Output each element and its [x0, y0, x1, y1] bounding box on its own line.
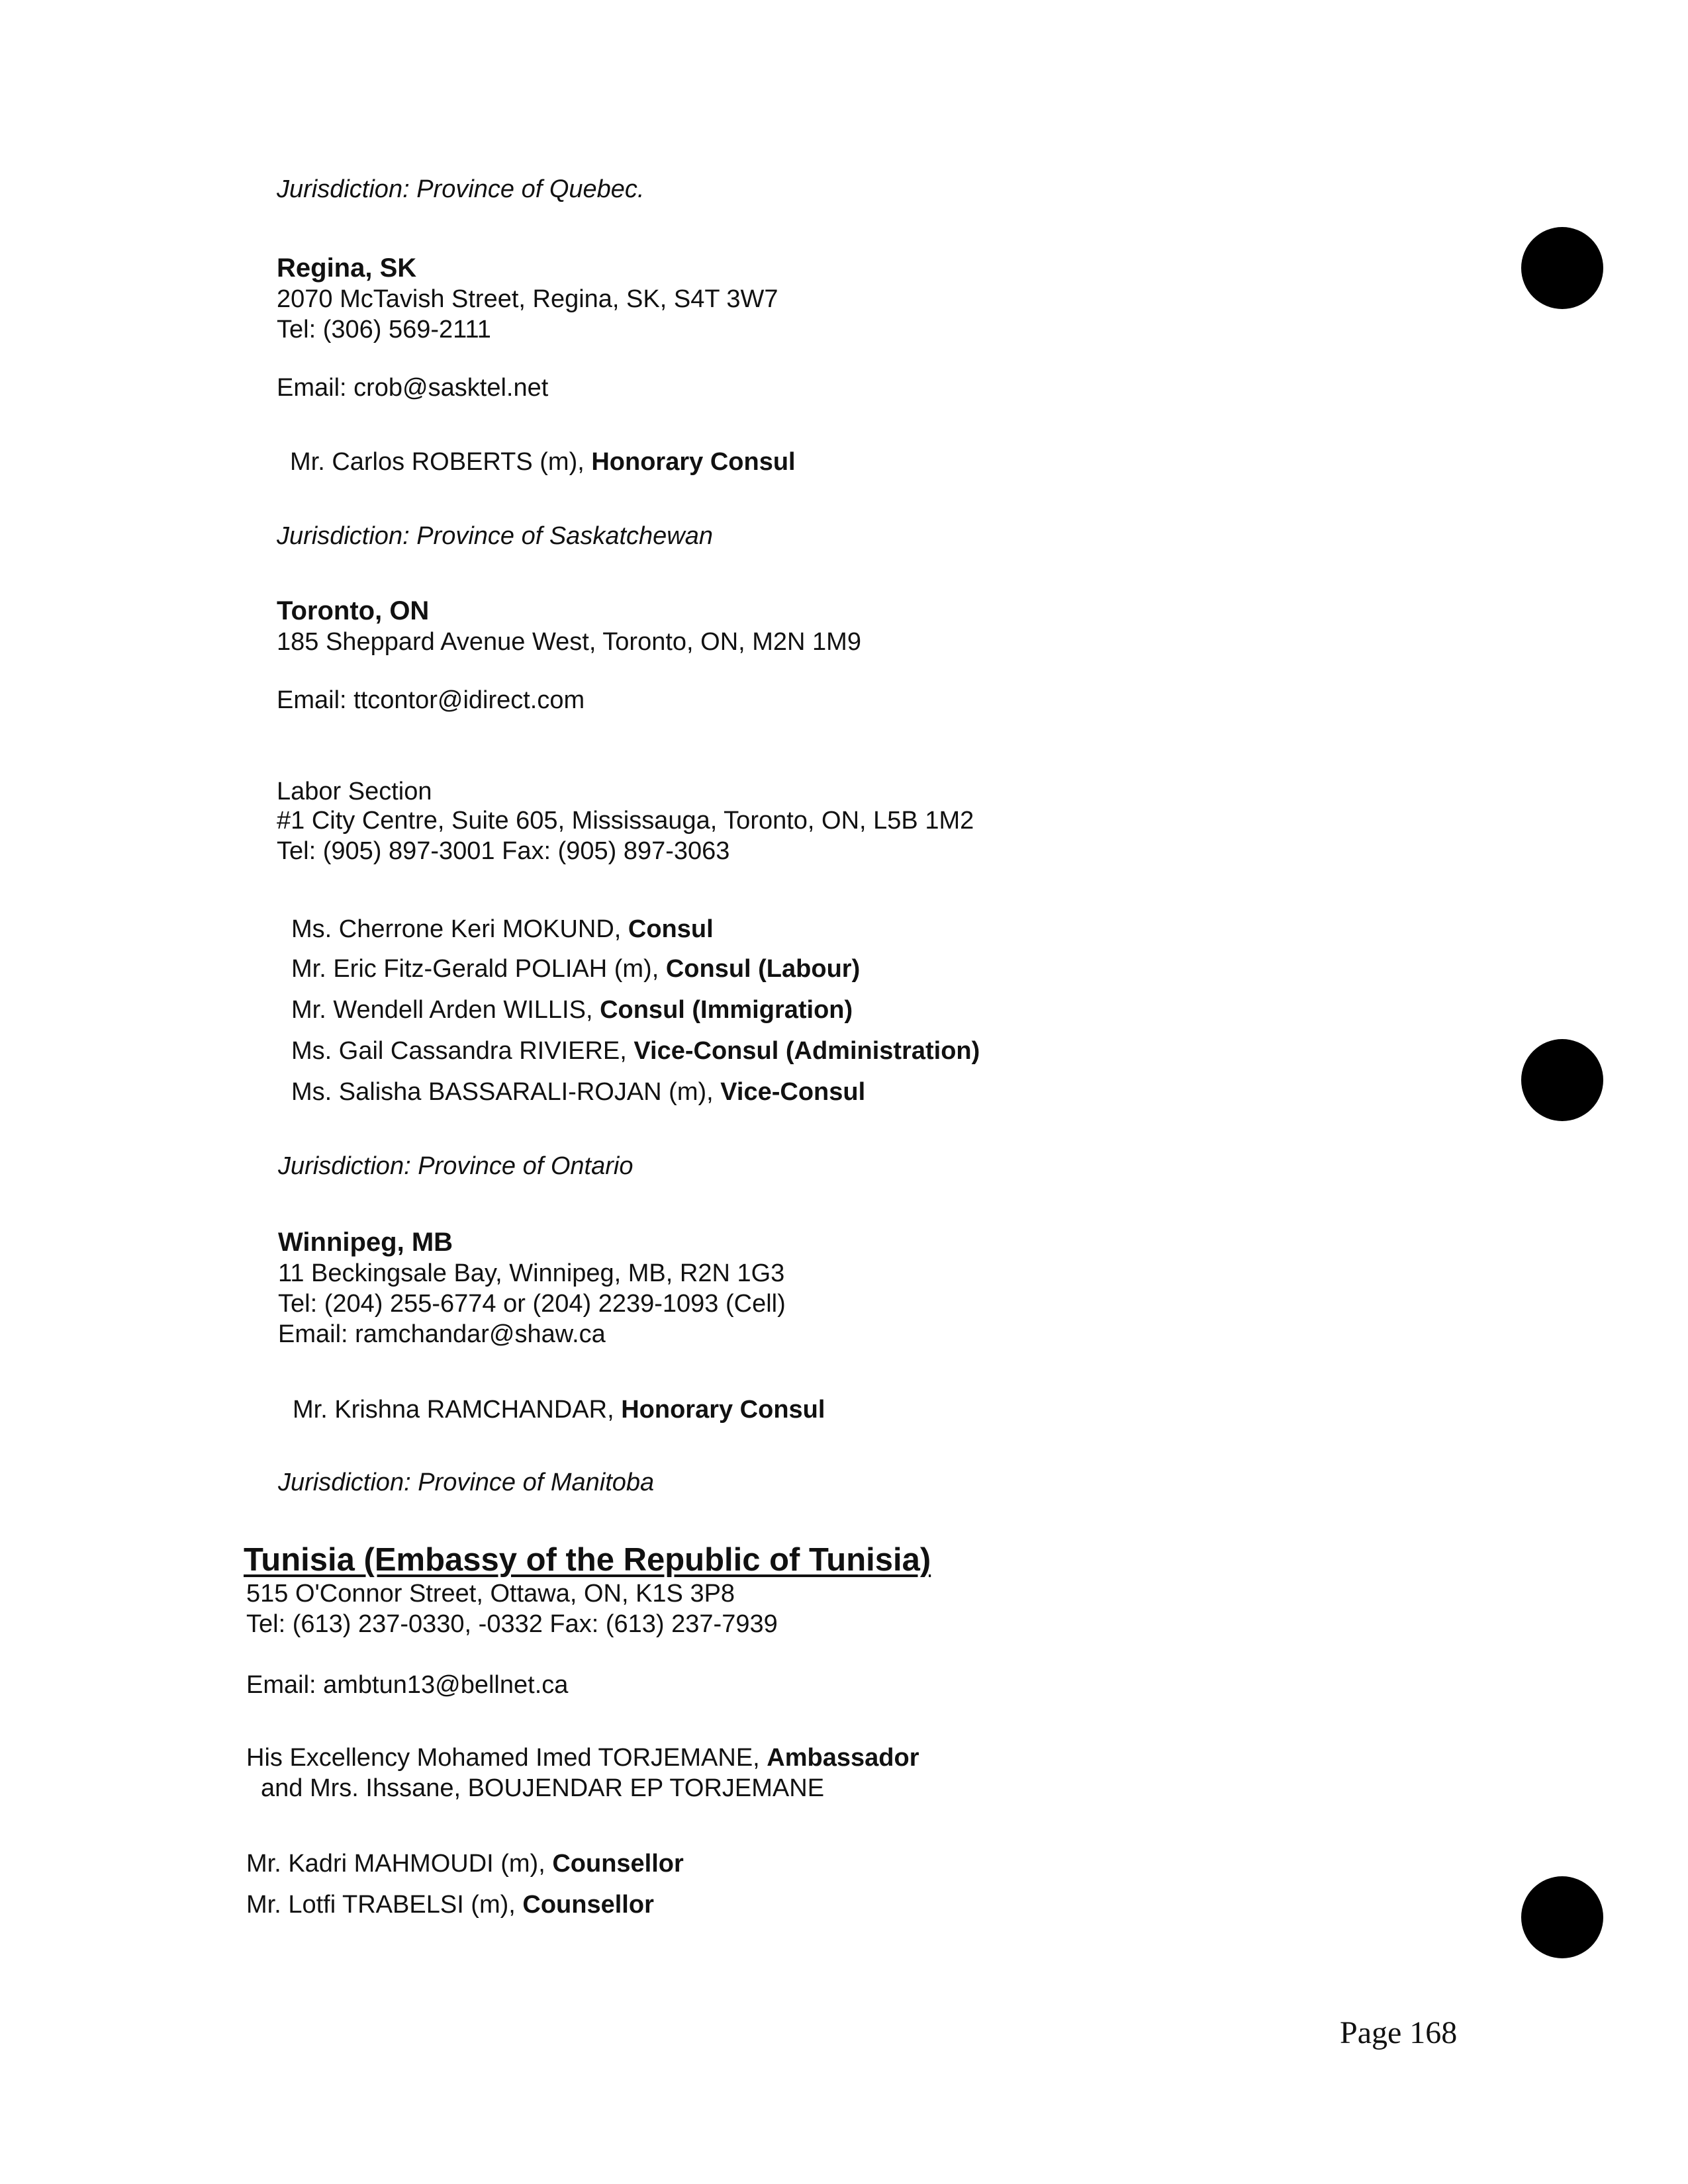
quebec-jurisdiction: Jurisdiction: Province of Quebec.: [277, 175, 645, 203]
winnipeg-email: Email: ramchandar@shaw.ca: [278, 1320, 606, 1348]
toronto-staff-line: [291, 994, 853, 1026]
staff-title: Vice-Consul (Administration): [633, 1037, 980, 1065]
regina-email: Email: crob@sasktel.net: [277, 374, 549, 402]
staff-title: Counsellor: [552, 1850, 684, 1878]
winnipeg-staff-line: [293, 1394, 825, 1426]
regina-heading: Regina, SK: [277, 253, 417, 283]
staff-name: Mr. Wendell Arden WILLIS,: [291, 996, 600, 1024]
toronto-staff-line: [291, 1035, 980, 1067]
staff-title: Counsellor: [522, 1891, 654, 1919]
ambassador-title: Ambassador: [767, 1744, 919, 1772]
staff-name: Ms. Salisha BASSARALI-ROJAN (m),: [291, 1078, 721, 1106]
staff-name: Mr. Lotfi TRABELSI (m),: [246, 1891, 523, 1919]
tunisia-spouse: and Mrs. Ihssane, BOUJENDAR EP TORJEMANE: [261, 1774, 825, 1802]
winnipeg-tel: Tel: (204) 255-6774 or (204) 2239-1093 (Cell): [278, 1290, 786, 1318]
toronto-staff-line: [291, 1076, 865, 1108]
tunisia-title: Tunisia (Embassy of the Republic of Tunisia): [244, 1542, 931, 1578]
tunisia-email: Email: ambtun13@bellnet.ca: [246, 1671, 569, 1699]
staff-name: Ms. Cherrone Keri MOKUND,: [291, 915, 628, 943]
tunisia-ambassador-line: [246, 1742, 919, 1774]
staff-name: Ms. Gail Cassandra RIVIERE,: [291, 1037, 634, 1065]
tunisia-staff-line: [246, 1848, 684, 1880]
staff-name: Mr. Carlos ROBERTS (m),: [290, 448, 592, 476]
staff-title: Honorary Consul: [621, 1396, 825, 1424]
staff-name: Mr. Krishna RAMCHANDAR,: [293, 1396, 622, 1424]
toronto-email: Email: ttcontor@idirect.com: [277, 686, 585, 714]
toronto-labor-address: #1 City Centre, Suite 605, Mississauga, Toronto, ON, L5B 1M2: [277, 807, 974, 835]
toronto-labor-tel: Tel: (905) 897-3001 Fax: (905) 897-3063: [277, 837, 730, 865]
punch-hole-middle: [1521, 1039, 1603, 1121]
winnipeg-jurisdiction: Jurisdiction: Province of Manitoba: [278, 1469, 655, 1496]
toronto-jurisdiction: Jurisdiction: Province of Ontario: [278, 1152, 633, 1180]
staff-name: Mr. Kadri MAHMOUDI (m),: [246, 1850, 553, 1878]
ambassador-name: His Excellency Mohamed Imed TORJEMANE,: [246, 1744, 767, 1772]
toronto-staff-line: [291, 953, 860, 985]
punch-hole-top: [1521, 227, 1603, 309]
regina-tel: Tel: (306) 569-2111: [277, 316, 491, 343]
staff-title: Honorary Consul: [591, 448, 796, 476]
staff-name: Mr. Eric Fitz-Gerald POLIAH (m),: [291, 955, 666, 983]
staff-title: Consul (Labour): [665, 955, 861, 983]
staff-title: Consul: [628, 915, 714, 943]
tunisia-address: 515 O'Connor Street, Ottawa, ON, K1S 3P8: [246, 1580, 735, 1608]
page-number: Page 168: [1340, 2015, 1458, 2050]
staff-title: Consul (Immigration): [600, 996, 853, 1024]
toronto-heading: Toronto, ON: [277, 596, 430, 625]
staff-title: Vice-Consul: [720, 1078, 866, 1106]
punch-hole-bottom: [1521, 1876, 1603, 1958]
toronto-labor-heading: Labor Section: [277, 778, 432, 805]
toronto-staff-line: [291, 913, 714, 945]
winnipeg-address: 11 Beckingsale Bay, Winnipeg, MB, R2N 1G3: [278, 1259, 785, 1287]
tunisia-tel: Tel: (613) 237-0330, -0332 Fax: (613) 237-7939: [246, 1610, 778, 1638]
regina-staff-line: [290, 446, 796, 478]
toronto-address: 185 Sheppard Avenue West, Toronto, ON, M2N 1M9: [277, 628, 861, 656]
regina-address: 2070 McTavish Street, Regina, SK, S4T 3W7: [277, 285, 778, 313]
regina-jurisdiction: Jurisdiction: Province of Saskatchewan: [277, 522, 713, 550]
tunisia-staff-line: [246, 1889, 654, 1921]
winnipeg-heading: Winnipeg, MB: [278, 1228, 453, 1257]
